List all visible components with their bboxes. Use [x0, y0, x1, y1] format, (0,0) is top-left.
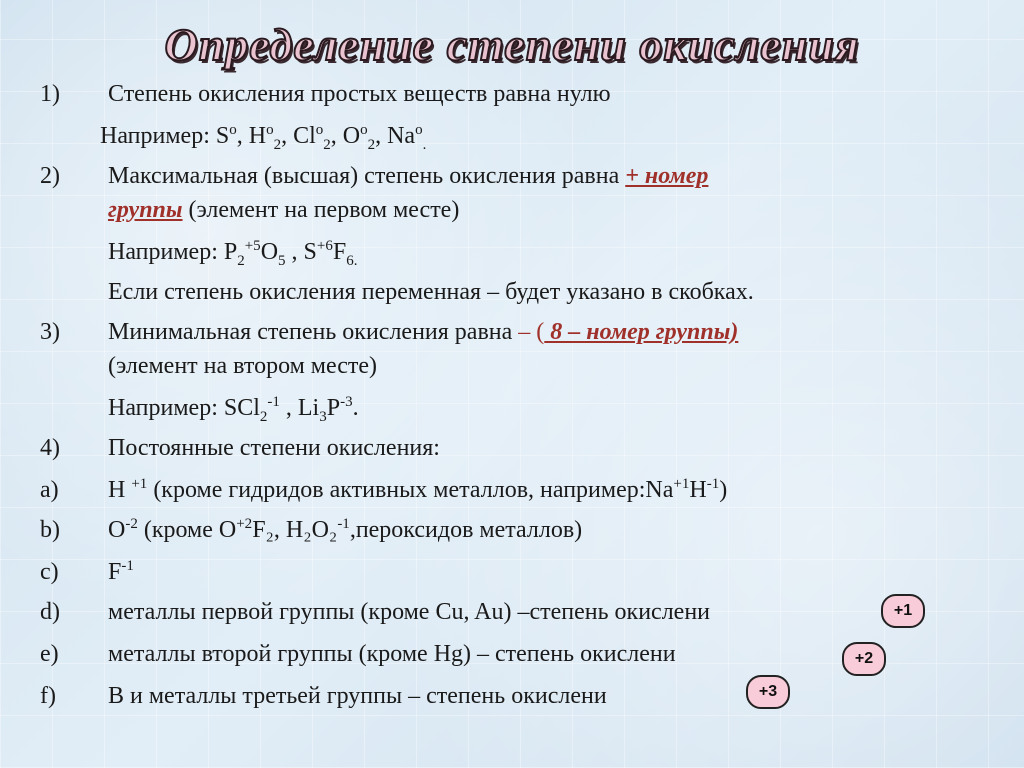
rule-number: 1): [40, 81, 60, 107]
rule-3-cont: (элемент на втором месте): [108, 353, 378, 379]
oxidation-badge-plus3: +3: [746, 675, 790, 709]
rule-text: Степень окисления простых веществ равна нулю: [108, 81, 611, 107]
highlight: группы: [108, 197, 183, 223]
rule-2-cont: группы (элемент на первом месте): [108, 197, 460, 223]
oxidation-badge-plus1: +1: [881, 594, 925, 628]
slide-title: Определение степени окисления: [164, 19, 860, 70]
highlight: 8 – номер группы): [544, 319, 739, 345]
example-1: Например: $S^o$, $H^o_2$, $Cl^o_2$, $O^o_2$, $Na^o_.$: [100, 122, 427, 153]
oxidation-badge-plus2: +2: [842, 642, 886, 676]
rule-number: 3): [40, 319, 60, 345]
rule-text: Постоянные степени окисления:: [108, 435, 440, 461]
rule-number: 4): [40, 435, 60, 461]
note-variable: Если степень окисления переменная – будет указано в скобках.: [108, 279, 754, 305]
example-2: Например: $P_2^{+5}O_5$ , $S^{+6}F_{6.}$: [108, 238, 358, 269]
rule-number: 2): [40, 163, 60, 189]
highlight: + номер: [625, 163, 709, 189]
example-3: Например: SCl$_2^{-1}$ , $Li_3P^{-3}$.: [108, 394, 359, 425]
dash-paren: – (: [518, 319, 545, 345]
